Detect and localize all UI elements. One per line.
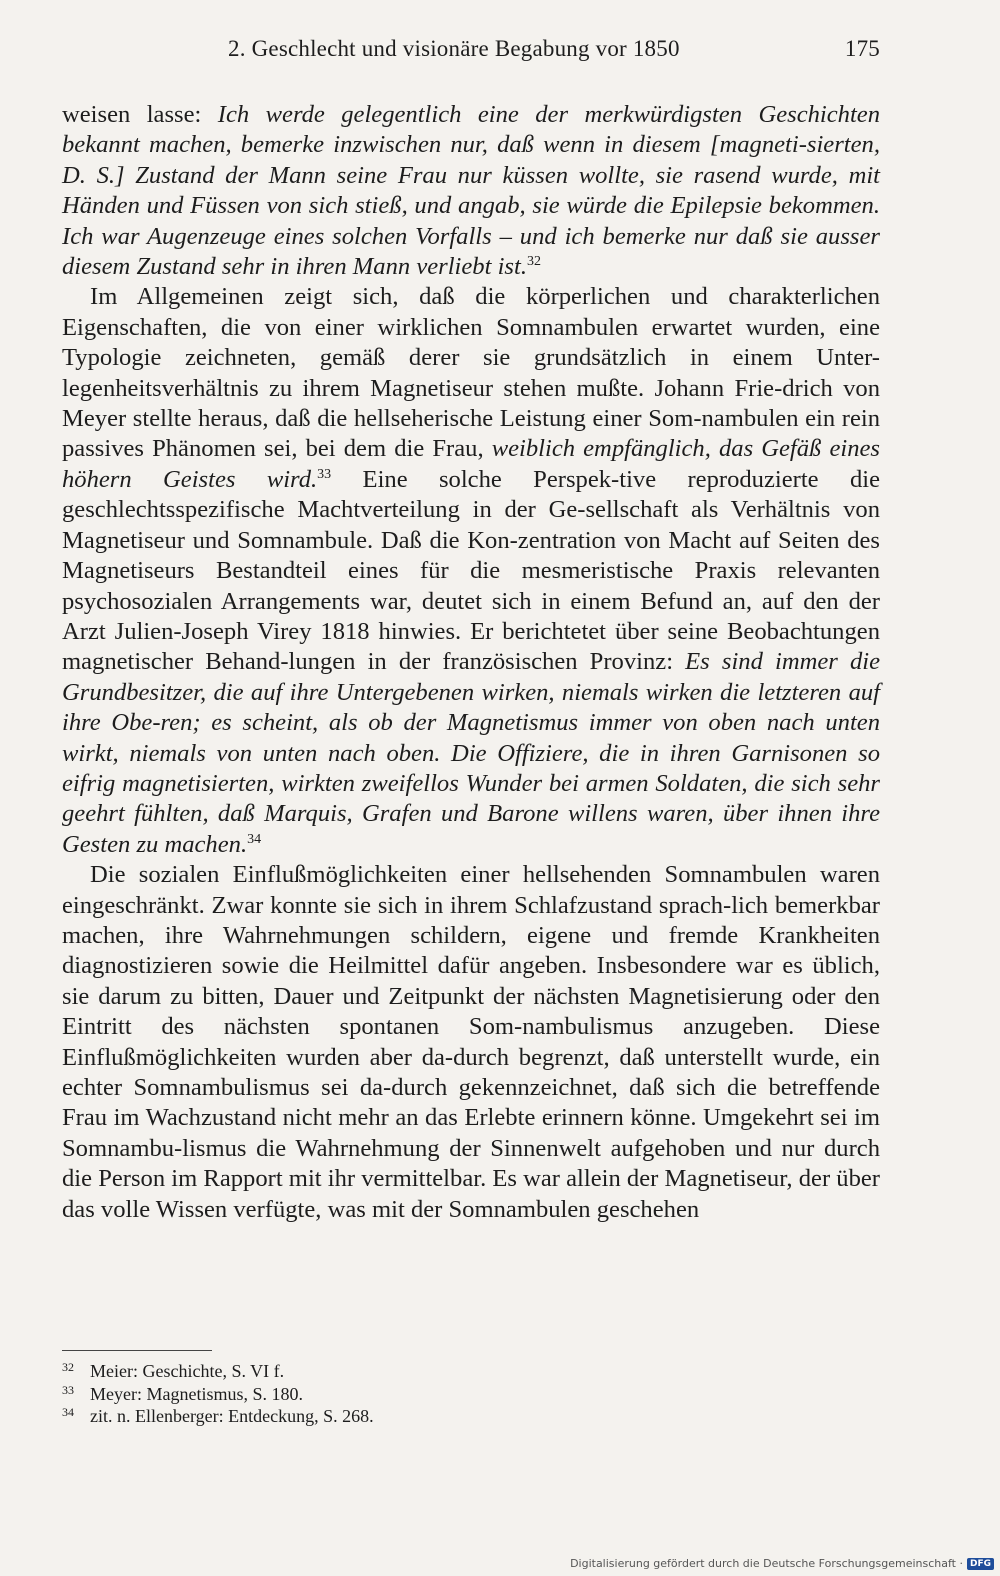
footnote-number: 34 — [62, 1405, 74, 1419]
quotation: Es sind immer die Grundbesitzer, die auf ihre Untergebenen wirken, niemals wirken die letzteren auf ihre Obe-ren; es scheint, als ob der Magnetismus immer von oben nach unten wirkt, niemals von unten nach oben. Die Offiziere, die in ihren Garnisonen so eifrig magnetisierten, wirkten zweifellos Wunder bei armen Soldaten, die sich sehr geehrt fühlten, daß Marquis, Grafen und Barone willens waren, über ihnen ihre Gesten zu machen. — [62, 648, 880, 858]
paragraph-3: Die sozialen Einflußmöglichkeiten einer hellsehenden Somnambulen waren eingeschränkt. Zwar konnte sie sich in ihrem Schlafzustand sprach-lich bemerkbar machen, ihre Wahrnehmungen schildern, eigene und fremde Krankheiten diagnostizieren sowie die Heilmittel dafür angeben. Insbesondere war es üblich, sie darum zu bitten, Dauer und Zeitpunkt der nächsten Magnetisierung oder den Eintritt des nächsten spontanen Som-nambulismus anzugeben. Diese Einflußmöglichkeiten wurden aber da-durch begrenzt, daß unterstellt wurde, ein echter Somnambulismus sei da-durch gekennzeichnet, daß sich die betreffende Frau im Wachzustand nicht mehr an das Erlebte erinnern könne. Umgekehrt sei im Somnambu-lismus die Wahrnehmung der Sinnenwelt aufgehoben und nur durch die Person im Rapport mit ihr vermittelbar. Es war allein der Magnetiseur, der über das volle Wissen verfügte, was mit der Somnambulen geschehen — [62, 861, 880, 1223]
footnote-number: 32 — [62, 1360, 74, 1374]
footnote-rule — [62, 1350, 212, 1351]
footnote-number: 33 — [62, 1382, 74, 1397]
page-number: 175 — [844, 36, 880, 61]
text-run: Im Allgemeinen zeigt sich, daß die körperlichen und charakterlichen Eigenschaften, die von einer wirklichen Somnambulen erwartet wurden, eine Typologie zeichneten, gemäß derer sie grundsätzlich in einem Unter-legenheitsverhältnis zu ihrem Magnetiseur stehen mußte. Johann Frie-drich von Meyer stellte heraus, daß die hellseherische Leistung einer Som-nambulen ein rein passives Phänomen sei, bei dem die Frau, — [62, 283, 880, 463]
watermark-text: Digitalisierung gefördert durch die Deutsche Forschungsgemeinschaft · — [570, 1557, 963, 1570]
footnote-ref: 34 — [247, 831, 262, 847]
footnote-ref: 32 — [526, 254, 541, 270]
footnote-text: Meier: Geschichte, S. VI f. — [90, 1361, 285, 1381]
quotation: Ich werde gelegentlich eine der merkwürdigsten Geschichten bekannt machen, bemerke inzwischen nur, daß wenn in diesem [magneti-sierten, D. S.] Zustand der Mann seine Frau nur küssen wollte, sie rasend wurde, mit Händen und Füssen von sich stieß, und angab, sie würde die Epilepsie bekommen. Ich war Augenzeuge eines solchen Vorfalls – und ich bemerke nur daß sie ausser diesem Zustand sehr in ihren Mann verliebt ist. — [62, 101, 881, 281]
footnote-ref: 33 — [317, 466, 332, 482]
text-run: weisen lasse: — [62, 101, 218, 128]
paragraph-1 — [62, 100, 880, 282]
footnote-32 — [62, 1360, 880, 1383]
chapter-title: 2. Geschlecht und visionäre Begabung vor 1850 — [228, 36, 680, 61]
body-text — [62, 100, 880, 1225]
quotation: weiblich empfänglich, das Gefäß eines höhern Geistes wird. — [62, 435, 880, 493]
footnote-text: Meyer: Magnetismus, S. 180. — [90, 1383, 303, 1404]
paragraph-2 — [62, 282, 880, 860]
text-run: Eine solche Perspek-tive reproduzierte die geschlechtsspezifische Machtverteilung in der Ge-sellschaft als Verhältnis von Magnetiseur und Somnambule. Daß die Kon-zentration von Macht auf Seiten des Magnetiseurs Bestandteil eines für die mesmeristische Praxis relevanten psychosozialen Arrangements war, deutet sich in einem Befund an, auf den der Arzt Julien-Joseph Virey 1818 hinwies. Er berichtetet über seine Beobachtungen magnetischer Behand-lungen in der französischen Provinz: — [62, 465, 880, 676]
footnote-text: zit. n. Ellenberger: Entdeckung, S. 268. — [90, 1406, 374, 1426]
footnote-33 — [62, 1383, 880, 1406]
running-head — [62, 36, 880, 68]
dfg-watermark — [570, 1557, 994, 1570]
dfg-logo-icon: DFG — [967, 1558, 994, 1570]
footnotes — [62, 1360, 880, 1428]
footnote-34 — [62, 1405, 880, 1428]
